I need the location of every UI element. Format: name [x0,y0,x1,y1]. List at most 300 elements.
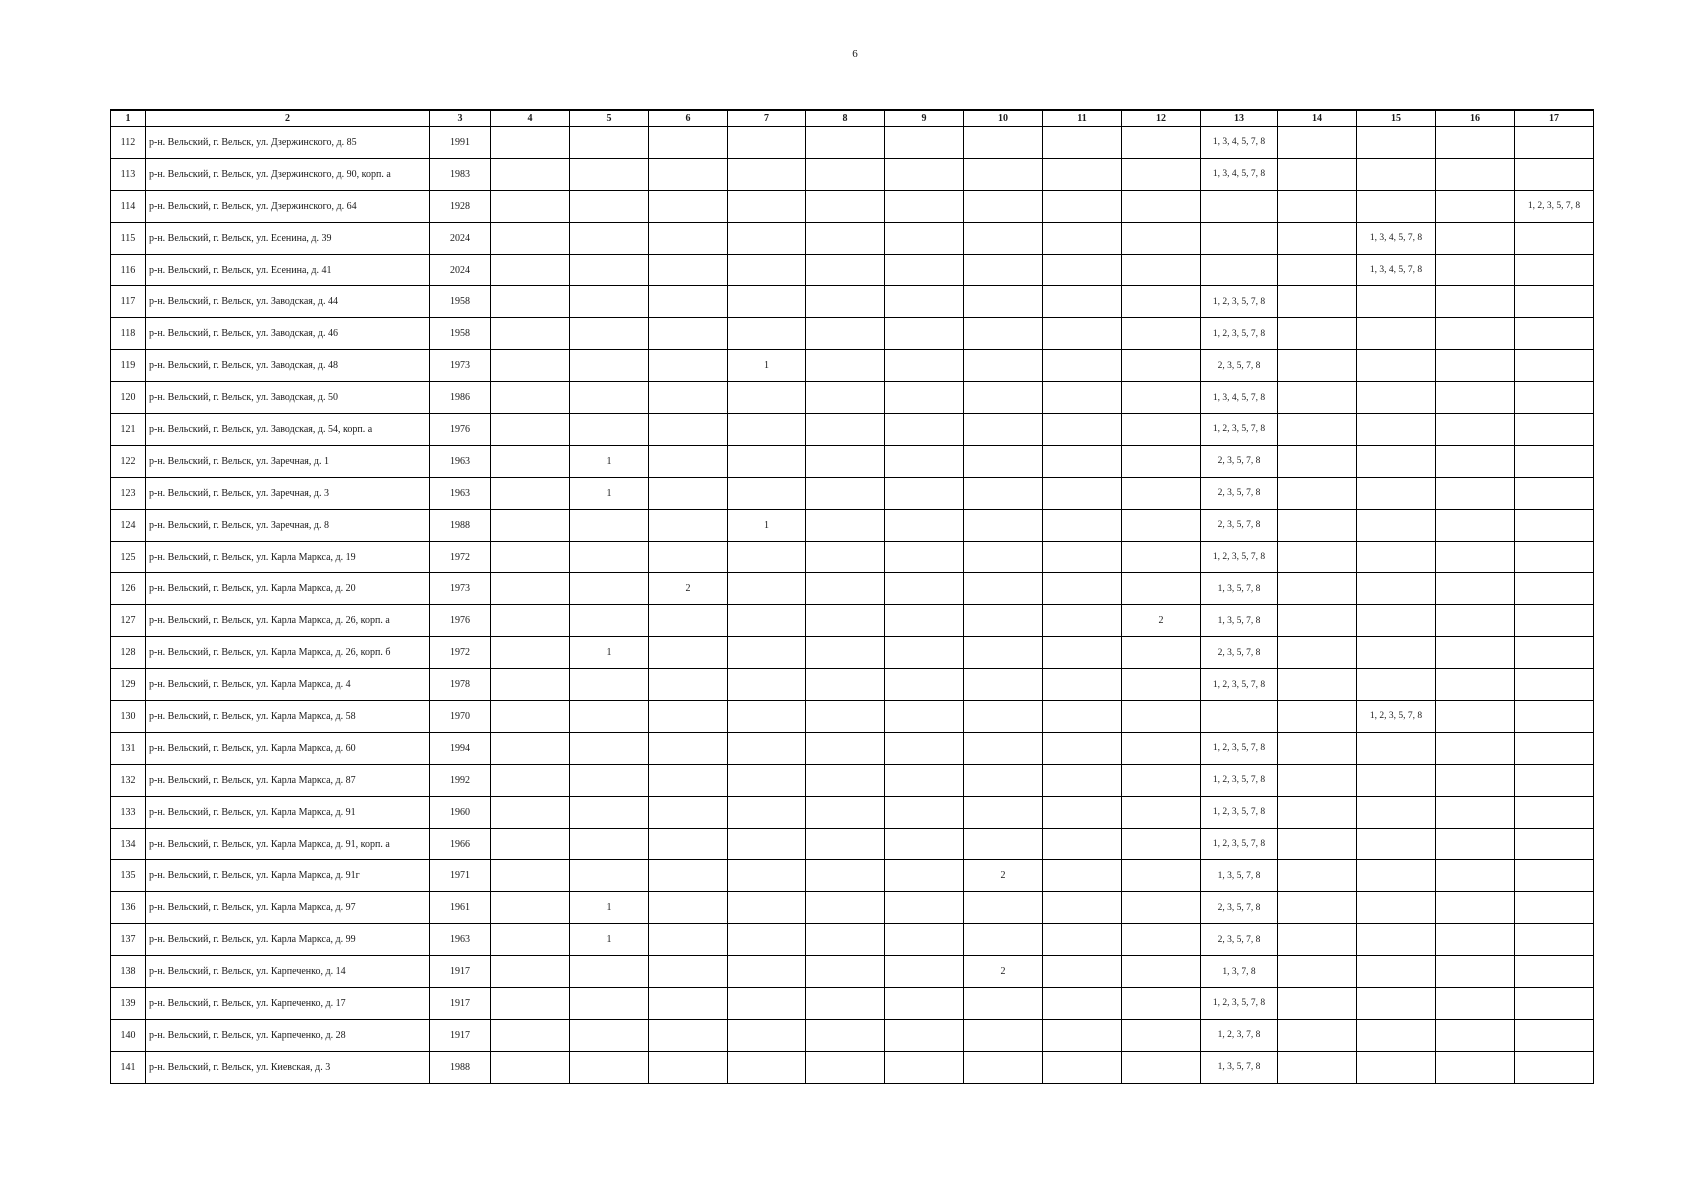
column-16-cell [1436,1019,1515,1051]
column-11-cell [1043,892,1122,924]
column-9-cell [885,860,964,892]
row-number-cell: 140 [111,1019,146,1051]
address-cell: р-н. Вельский, г. Вельск, ул. Заводская, д. 54, корп. а [146,414,430,446]
column-5-cell [570,286,649,318]
address-cell: р-н. Вельский, г. Вельск, ул. Карла Маркса, д. 87 [146,764,430,796]
column-13-cell: 2, 3, 5, 7, 8 [1201,477,1278,509]
column-7-cell [728,764,806,796]
column-15-cell [1357,1019,1436,1051]
column-7-cell [728,828,806,860]
address-cell: р-н. Вельский, г. Вельск, ул. Заводская, д. 50 [146,382,430,414]
column-6-cell [649,924,728,956]
column-6-cell [649,222,728,254]
column-5-cell [570,701,649,733]
column-16-cell [1436,318,1515,350]
year-cell: 1972 [430,637,491,669]
year-cell: 1994 [430,732,491,764]
column-15-cell [1357,158,1436,190]
column-11-cell [1043,764,1122,796]
column-11-cell [1043,414,1122,446]
column-7-cell [728,637,806,669]
column-14-cell [1278,669,1357,701]
column-12-cell [1122,701,1201,733]
column-6-cell [649,414,728,446]
column-8-cell [806,637,885,669]
column-header-15: 15 [1357,110,1436,127]
column-13-cell: 1, 2, 3, 5, 7, 8 [1201,669,1278,701]
column-17-cell [1515,1051,1594,1083]
row-number-cell: 117 [111,286,146,318]
column-17-cell [1515,509,1594,541]
table-row [111,318,1594,350]
table-header [111,110,1594,127]
column-14-cell [1278,573,1357,605]
column-15-cell [1357,892,1436,924]
table-body [111,127,1594,1084]
table-row [111,669,1594,701]
column-9-cell [885,669,964,701]
column-17-cell [1515,382,1594,414]
column-6-cell [649,477,728,509]
column-8-cell [806,732,885,764]
column-4-cell [491,509,570,541]
address-cell: р-н. Вельский, г. Вельск, ул. Карпеченко, д. 28 [146,1019,430,1051]
column-10-cell [964,732,1043,764]
column-7-cell [728,732,806,764]
column-12-cell [1122,190,1201,222]
column-7-cell [728,924,806,956]
year-cell: 1917 [430,988,491,1020]
column-9-cell [885,956,964,988]
column-9-cell [885,828,964,860]
column-13-cell: 1, 3, 4, 5, 7, 8 [1201,158,1278,190]
column-6-cell [649,318,728,350]
column-17-cell [1515,318,1594,350]
column-7-cell [728,286,806,318]
row-number-cell: 119 [111,350,146,382]
column-17-cell [1515,956,1594,988]
column-8-cell [806,828,885,860]
column-11-cell [1043,350,1122,382]
column-6-cell [649,732,728,764]
column-11-cell [1043,1019,1122,1051]
column-10-cell [964,222,1043,254]
column-16-cell [1436,1051,1515,1083]
column-4-cell [491,286,570,318]
column-10-cell [964,445,1043,477]
column-4-cell [491,414,570,446]
table-row [111,732,1594,764]
column-7-cell [728,477,806,509]
column-header-17: 17 [1515,110,1594,127]
row-number-cell: 114 [111,190,146,222]
column-15-cell: 1, 2, 3, 5, 7, 8 [1357,701,1436,733]
column-7-cell: 1 [728,350,806,382]
table-row [111,1051,1594,1083]
column-4-cell [491,222,570,254]
year-cell: 1963 [430,445,491,477]
column-17-cell: 1, 2, 3, 5, 7, 8 [1515,190,1594,222]
column-16-cell [1436,127,1515,159]
table-row [111,860,1594,892]
table-row [111,796,1594,828]
column-14-cell [1278,127,1357,159]
row-number-cell: 134 [111,828,146,860]
column-header-6: 6 [649,110,728,127]
column-5-cell [570,222,649,254]
address-cell: р-н. Вельский, г. Вельск, ул. Дзержинского, д. 90, корп. а [146,158,430,190]
year-cell: 1983 [430,158,491,190]
column-12-cell [1122,764,1201,796]
column-10-cell [964,382,1043,414]
column-header-3: 3 [430,110,491,127]
column-16-cell [1436,732,1515,764]
column-6-cell [649,956,728,988]
table-row [111,573,1594,605]
column-17-cell [1515,541,1594,573]
page-number: 6 [852,48,858,60]
column-10-cell [964,318,1043,350]
column-8-cell [806,1019,885,1051]
address-cell: р-н. Вельский, г. Вельск, ул. Заводская, д. 46 [146,318,430,350]
column-6-cell [649,158,728,190]
column-9-cell [885,764,964,796]
column-5-cell [570,605,649,637]
column-16-cell [1436,350,1515,382]
column-6-cell [649,190,728,222]
row-number-cell: 123 [111,477,146,509]
column-16-cell [1436,254,1515,286]
column-13-cell: 1, 3, 7, 8 [1201,956,1278,988]
column-14-cell [1278,254,1357,286]
column-13-cell [1201,190,1278,222]
column-9-cell [885,509,964,541]
column-15-cell [1357,190,1436,222]
column-12-cell [1122,158,1201,190]
column-7-cell [728,669,806,701]
column-14-cell [1278,605,1357,637]
column-header-1: 1 [111,110,146,127]
column-15-cell [1357,764,1436,796]
table-row [111,892,1594,924]
column-16-cell [1436,924,1515,956]
column-15-cell [1357,637,1436,669]
column-6-cell [649,892,728,924]
column-15-cell: 1, 3, 4, 5, 7, 8 [1357,222,1436,254]
address-cell: р-н. Вельский, г. Вельск, ул. Есенина, д. 41 [146,254,430,286]
column-5-cell [570,382,649,414]
column-10-cell [964,254,1043,286]
column-9-cell [885,318,964,350]
column-10-cell [964,127,1043,159]
table-row [111,445,1594,477]
address-cell: р-н. Вельский, г. Вельск, ул. Заречная, д. 1 [146,445,430,477]
table-row [111,605,1594,637]
column-13-cell: 1, 2, 3, 5, 7, 8 [1201,988,1278,1020]
year-cell: 1988 [430,1051,491,1083]
row-number-cell: 131 [111,732,146,764]
address-cell: р-н. Вельский, г. Вельск, ул. Заводская, д. 48 [146,350,430,382]
column-11-cell [1043,127,1122,159]
column-14-cell [1278,860,1357,892]
column-6-cell [649,541,728,573]
column-8-cell [806,605,885,637]
row-number-cell: 128 [111,637,146,669]
column-9-cell [885,637,964,669]
column-14-cell [1278,1019,1357,1051]
column-7-cell [728,445,806,477]
column-6-cell [649,509,728,541]
column-7-cell [728,988,806,1020]
column-8-cell [806,158,885,190]
column-10-cell [964,669,1043,701]
column-5-cell: 1 [570,445,649,477]
column-5-cell: 1 [570,637,649,669]
column-12-cell [1122,796,1201,828]
column-4-cell [491,828,570,860]
column-6-cell [649,637,728,669]
column-16-cell [1436,414,1515,446]
column-11-cell [1043,956,1122,988]
column-7-cell [728,892,806,924]
column-5-cell [570,318,649,350]
column-11-cell [1043,477,1122,509]
column-12-cell [1122,382,1201,414]
column-17-cell [1515,669,1594,701]
column-16-cell [1436,796,1515,828]
column-9-cell [885,701,964,733]
column-7-cell [728,701,806,733]
column-header-2: 2 [146,110,430,127]
column-11-cell [1043,222,1122,254]
address-cell: р-н. Вельский, г. Вельск, ул. Дзержинского, д. 64 [146,190,430,222]
column-15-cell [1357,669,1436,701]
year-cell: 1972 [430,541,491,573]
column-17-cell [1515,860,1594,892]
column-12-cell [1122,541,1201,573]
column-11-cell [1043,988,1122,1020]
column-12-cell [1122,477,1201,509]
column-7-cell [728,541,806,573]
column-17-cell [1515,924,1594,956]
column-5-cell [570,414,649,446]
column-9-cell [885,732,964,764]
column-16-cell [1436,605,1515,637]
column-15-cell [1357,477,1436,509]
row-number-cell: 115 [111,222,146,254]
column-8-cell [806,350,885,382]
column-8-cell [806,318,885,350]
column-8-cell [806,796,885,828]
column-14-cell [1278,190,1357,222]
header-row [111,110,1594,127]
address-cell: р-н. Вельский, г. Вельск, ул. Карла Маркса, д. 91г [146,860,430,892]
column-16-cell [1436,445,1515,477]
column-8-cell [806,860,885,892]
column-10-cell [964,190,1043,222]
column-13-cell: 1, 3, 5, 7, 8 [1201,1051,1278,1083]
column-15-cell [1357,382,1436,414]
column-14-cell [1278,701,1357,733]
column-12-cell [1122,988,1201,1020]
column-13-cell: 1, 2, 3, 5, 7, 8 [1201,286,1278,318]
year-cell: 1960 [430,796,491,828]
address-cell: р-н. Вельский, г. Вельск, ул. Заводская, д. 44 [146,286,430,318]
column-7-cell [728,254,806,286]
column-7-cell [728,605,806,637]
column-14-cell [1278,158,1357,190]
column-header-5: 5 [570,110,649,127]
column-14-cell [1278,892,1357,924]
column-16-cell [1436,701,1515,733]
column-12-cell: 2 [1122,605,1201,637]
column-12-cell [1122,828,1201,860]
column-15-cell [1357,127,1436,159]
column-4-cell [491,701,570,733]
year-cell: 1976 [430,605,491,637]
column-15-cell [1357,924,1436,956]
column-16-cell [1436,190,1515,222]
column-7-cell [728,414,806,446]
column-13-cell: 1, 3, 5, 7, 8 [1201,860,1278,892]
row-number-cell: 127 [111,605,146,637]
column-7-cell [728,158,806,190]
column-5-cell [570,1019,649,1051]
column-12-cell [1122,1019,1201,1051]
column-11-cell [1043,796,1122,828]
column-4-cell [491,382,570,414]
column-15-cell [1357,509,1436,541]
column-13-cell [1201,701,1278,733]
column-17-cell [1515,573,1594,605]
row-number-cell: 135 [111,860,146,892]
column-5-cell [570,732,649,764]
column-10-cell [964,892,1043,924]
column-15-cell [1357,796,1436,828]
column-6-cell [649,796,728,828]
column-13-cell [1201,222,1278,254]
column-16-cell [1436,956,1515,988]
column-6-cell [649,605,728,637]
table-row [111,637,1594,669]
column-5-cell [570,541,649,573]
column-10-cell [964,158,1043,190]
column-15-cell [1357,828,1436,860]
column-14-cell [1278,541,1357,573]
column-7-cell: 1 [728,509,806,541]
column-12-cell [1122,892,1201,924]
column-4-cell [491,1019,570,1051]
column-14-cell [1278,350,1357,382]
column-4-cell [491,318,570,350]
column-16-cell [1436,860,1515,892]
column-13-cell: 1, 3, 5, 7, 8 [1201,605,1278,637]
column-5-cell [570,956,649,988]
column-8-cell [806,414,885,446]
column-14-cell [1278,956,1357,988]
column-8-cell [806,956,885,988]
column-17-cell [1515,1019,1594,1051]
column-4-cell [491,988,570,1020]
row-number-cell: 113 [111,158,146,190]
column-16-cell [1436,158,1515,190]
address-cell: р-н. Вельский, г. Вельск, ул. Заречная, д. 3 [146,477,430,509]
table-row [111,701,1594,733]
column-16-cell [1436,764,1515,796]
column-12-cell [1122,414,1201,446]
row-number-cell: 120 [111,382,146,414]
column-15-cell [1357,286,1436,318]
column-17-cell [1515,637,1594,669]
column-7-cell [728,796,806,828]
column-9-cell [885,988,964,1020]
column-11-cell [1043,924,1122,956]
column-16-cell [1436,573,1515,605]
column-16-cell [1436,637,1515,669]
row-number-cell: 132 [111,764,146,796]
column-6-cell [649,350,728,382]
row-number-cell: 133 [111,796,146,828]
column-12-cell [1122,1051,1201,1083]
address-cell: р-н. Вельский, г. Вельск, ул. Карла Маркса, д. 60 [146,732,430,764]
column-9-cell [885,158,964,190]
column-16-cell [1436,382,1515,414]
column-10-cell [964,509,1043,541]
column-8-cell [806,764,885,796]
table-row [111,382,1594,414]
column-8-cell [806,445,885,477]
column-15-cell [1357,605,1436,637]
column-12-cell [1122,222,1201,254]
column-15-cell [1357,541,1436,573]
column-header-12: 12 [1122,110,1201,127]
table-row [111,924,1594,956]
column-10-cell [964,701,1043,733]
address-cell: р-н. Вельский, г. Вельск, ул. Карла Маркса, д. 26, корп. б [146,637,430,669]
row-number-cell: 136 [111,892,146,924]
column-4-cell [491,605,570,637]
year-cell: 1917 [430,1019,491,1051]
column-7-cell [728,318,806,350]
column-6-cell: 2 [649,573,728,605]
column-5-cell [570,127,649,159]
column-9-cell [885,573,964,605]
column-9-cell [885,382,964,414]
column-17-cell [1515,158,1594,190]
column-15-cell [1357,860,1436,892]
column-5-cell: 1 [570,924,649,956]
column-16-cell [1436,988,1515,1020]
column-header-7: 7 [728,110,806,127]
table-row [111,414,1594,446]
column-4-cell [491,796,570,828]
year-cell: 1963 [430,477,491,509]
column-9-cell [885,924,964,956]
column-7-cell [728,222,806,254]
address-cell: р-н. Вельский, г. Вельск, ул. Карла Маркса, д. 91, корп. а [146,828,430,860]
table-row [111,764,1594,796]
column-4-cell [491,190,570,222]
column-17-cell [1515,701,1594,733]
column-15-cell [1357,445,1436,477]
column-10-cell [964,1019,1043,1051]
column-10-cell [964,350,1043,382]
row-number-cell: 130 [111,701,146,733]
column-10-cell [964,764,1043,796]
column-13-cell: 1, 2, 3, 5, 7, 8 [1201,764,1278,796]
year-cell: 1973 [430,573,491,605]
column-17-cell [1515,350,1594,382]
